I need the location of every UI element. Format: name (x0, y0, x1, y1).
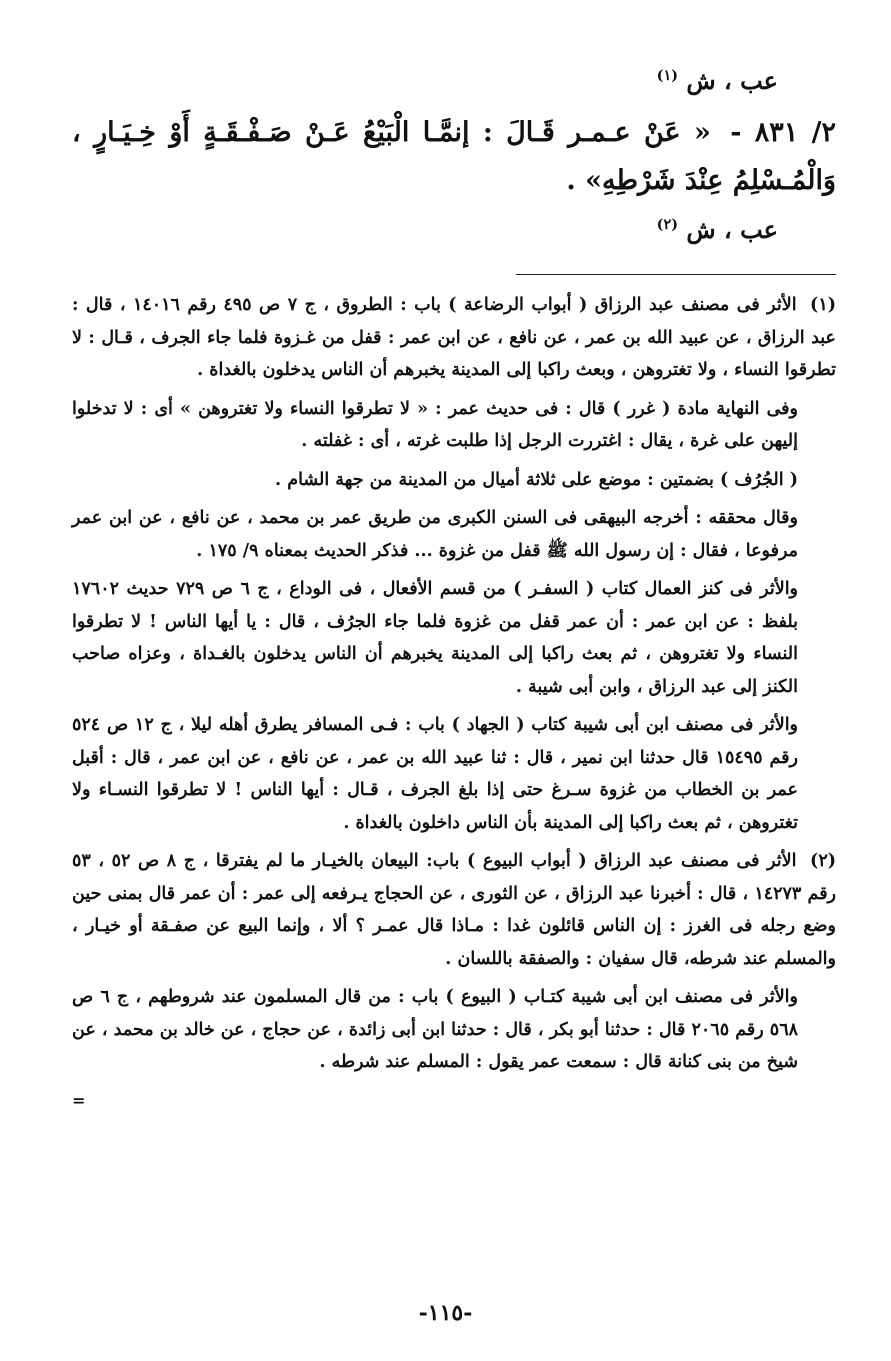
footnote-ref-2: (٢) (656, 216, 678, 233)
page-content (72, 56, 836, 1346)
footnote-1-para-2: وفى النهاية مادة ( غرر ) قال : فى حديث عمر : « لا تطرقوا النساء ولا تغتروهن » أى : لا تدخلوا إليهن على غرة ، يقال : اغتررت الرجل إذا طلبت غرته ، أى : غفلته . (72, 398, 798, 451)
hadith-number: ٢/ ٨٣١ - (730, 117, 837, 148)
footnote-1-para-5: والأثر فى كنز العمال كتاب ( السفـر ) من قسم الأفعال ، فى الوداع ، ج ٦ ص ٧٢٩ حديث ١٧٦٠٢ بلفظ : عن ابن عمر : أن عمر قفل من غزوة فلما جاء الجرُف ، قال : يا أيها الناس ! لا تطرقوا النساء ولا تغتروهن ، ثم بعث راكبا إلى المدينة يخبرهم أن الناس يدخلون بالغـداة ، وعزاه صاحب الكنز إلى عبد الرزاق ، وابن أبى شيبة . (72, 579, 799, 697)
footnote-1-para-3: ( الجُرُف ) بضمتين : موضع على ثلاثة أميال من المدينة من جهة الشام . (275, 469, 798, 490)
footnote-divider (516, 274, 836, 275)
footnote-text: الأثر فى مصنف عبد الرزاق ( أبواب البيوع ) باب: البيعان بالخيـار ما لم يفترقا ، ج ٨ ص ٥٢ ، ٥٣ رقم ١٤٢٧٣ ، قال : أخبرنا عبد الرزاق ، عن الثورى ، عن الحجاج يـرفعه إلى عمر : أن عمر قال بمنى حين وضع رجله فى الغرز : إن الناس قائلون غدا : مـاذا قال عمـر ؟ ألا ، وإنما البيع عن صفـقة أو خيـار ، والمسلم عند شرطه، قال سفيان : والصفقة باللسان . (72, 851, 837, 969)
footnote-1-para-1 (72, 289, 836, 387)
source-line (72, 205, 836, 250)
page-number: -١١٥- (418, 1300, 473, 1326)
hadith-source: عب ، ش (686, 215, 778, 244)
hadith (72, 109, 836, 205)
continuation-mark: = (72, 1090, 86, 1110)
hadith-text: « عَنْ عـمـر قَـالَ : إنمَّـا الْبَيْعُ عَـنْ صَـفْـقَـةٍ أَوْ خِـيَـارٍ ، وَالْمُـسْلِمُ عِنْدَ شَرْطِهِ» . (72, 117, 836, 196)
previous-source-line (72, 56, 836, 101)
footnote-1-para-4: وقال محققه : أخرجه البيهقى فى السنن الكبرى من طريق عمر بن محمد ، عن نافع ، عن ابن عمر مرفوعا ، فقال : إن رسول الله ﷺ قفل من غزوة ... فذكر الحديث بمعناه ٩/ ١٧٥ . (72, 508, 798, 561)
footnote-2-para-1 (72, 845, 836, 975)
previous-source: عب ، ش (686, 66, 778, 95)
footnotes (72, 289, 836, 1117)
footnote-ref-1: (١) (656, 67, 678, 84)
footnote-text: الأثر فى مصنف عبد الرزاق ( أبواب الرضاعة ) باب : الطروق ، ج ٧ ص ٤٩٥ رقم ١٤٠١٦ ، قال : عبد الرزاق ، عن عبيد الله بن عمر ، عن نافع ، عن ابن عمر : قفل من غـزوة فلما جاء الجرف ، قـال : لا تطرقوا النساء ، ولا تغتروهن ، وبعث راكبا إلى المدينة يخبرهم أن الناس يدخلون بالغداة . (72, 295, 836, 380)
footnote-1-marker: (١) (810, 295, 837, 315)
footnote-2-marker: (٢) (810, 851, 837, 871)
main-text (72, 56, 836, 250)
footnote-2-para-2: والأثر فى مصنف ابن أبى شيبة كتـاب ( البيوع ) باب : من قال المسلمون عند شروطهم ، ج ٦ ص ٥٦٨ رقم ٢٠٦٥ قال : حدثنا أبو بكر ، قال : حدثنا ابن أبى زائدة ، عن حجاج ، عن خالد بن محمد ، عن شيخ من بنى كنانة قال : سمعت عمر يقول : المسلم عند شرطه . (72, 987, 798, 1072)
footnote-1-para-6: والأثر فى مصنف ابن أبى شيبة كتاب ( الجهاد ) باب : فـى المسافر يطرق أهله ليلا ، ج ١٢ ص ٥٢٤ رقم ١٥٤٩٥ قال حدثنا ابن نمير ، قال : ثنا عبيد الله بن عمر ، عن نافع ، عن ابن عمر ، قال : أقبل عمر بن الخطاب من غزوة سـرغ حتى إذا بلغ الجرف ، قـال : أيها الناس ! لا تطرقوا النسـاء ولا تغتروهن ، ثم بعث راكبا إلى المدينة بأن الناس داخلون بالغداة . (72, 715, 799, 833)
